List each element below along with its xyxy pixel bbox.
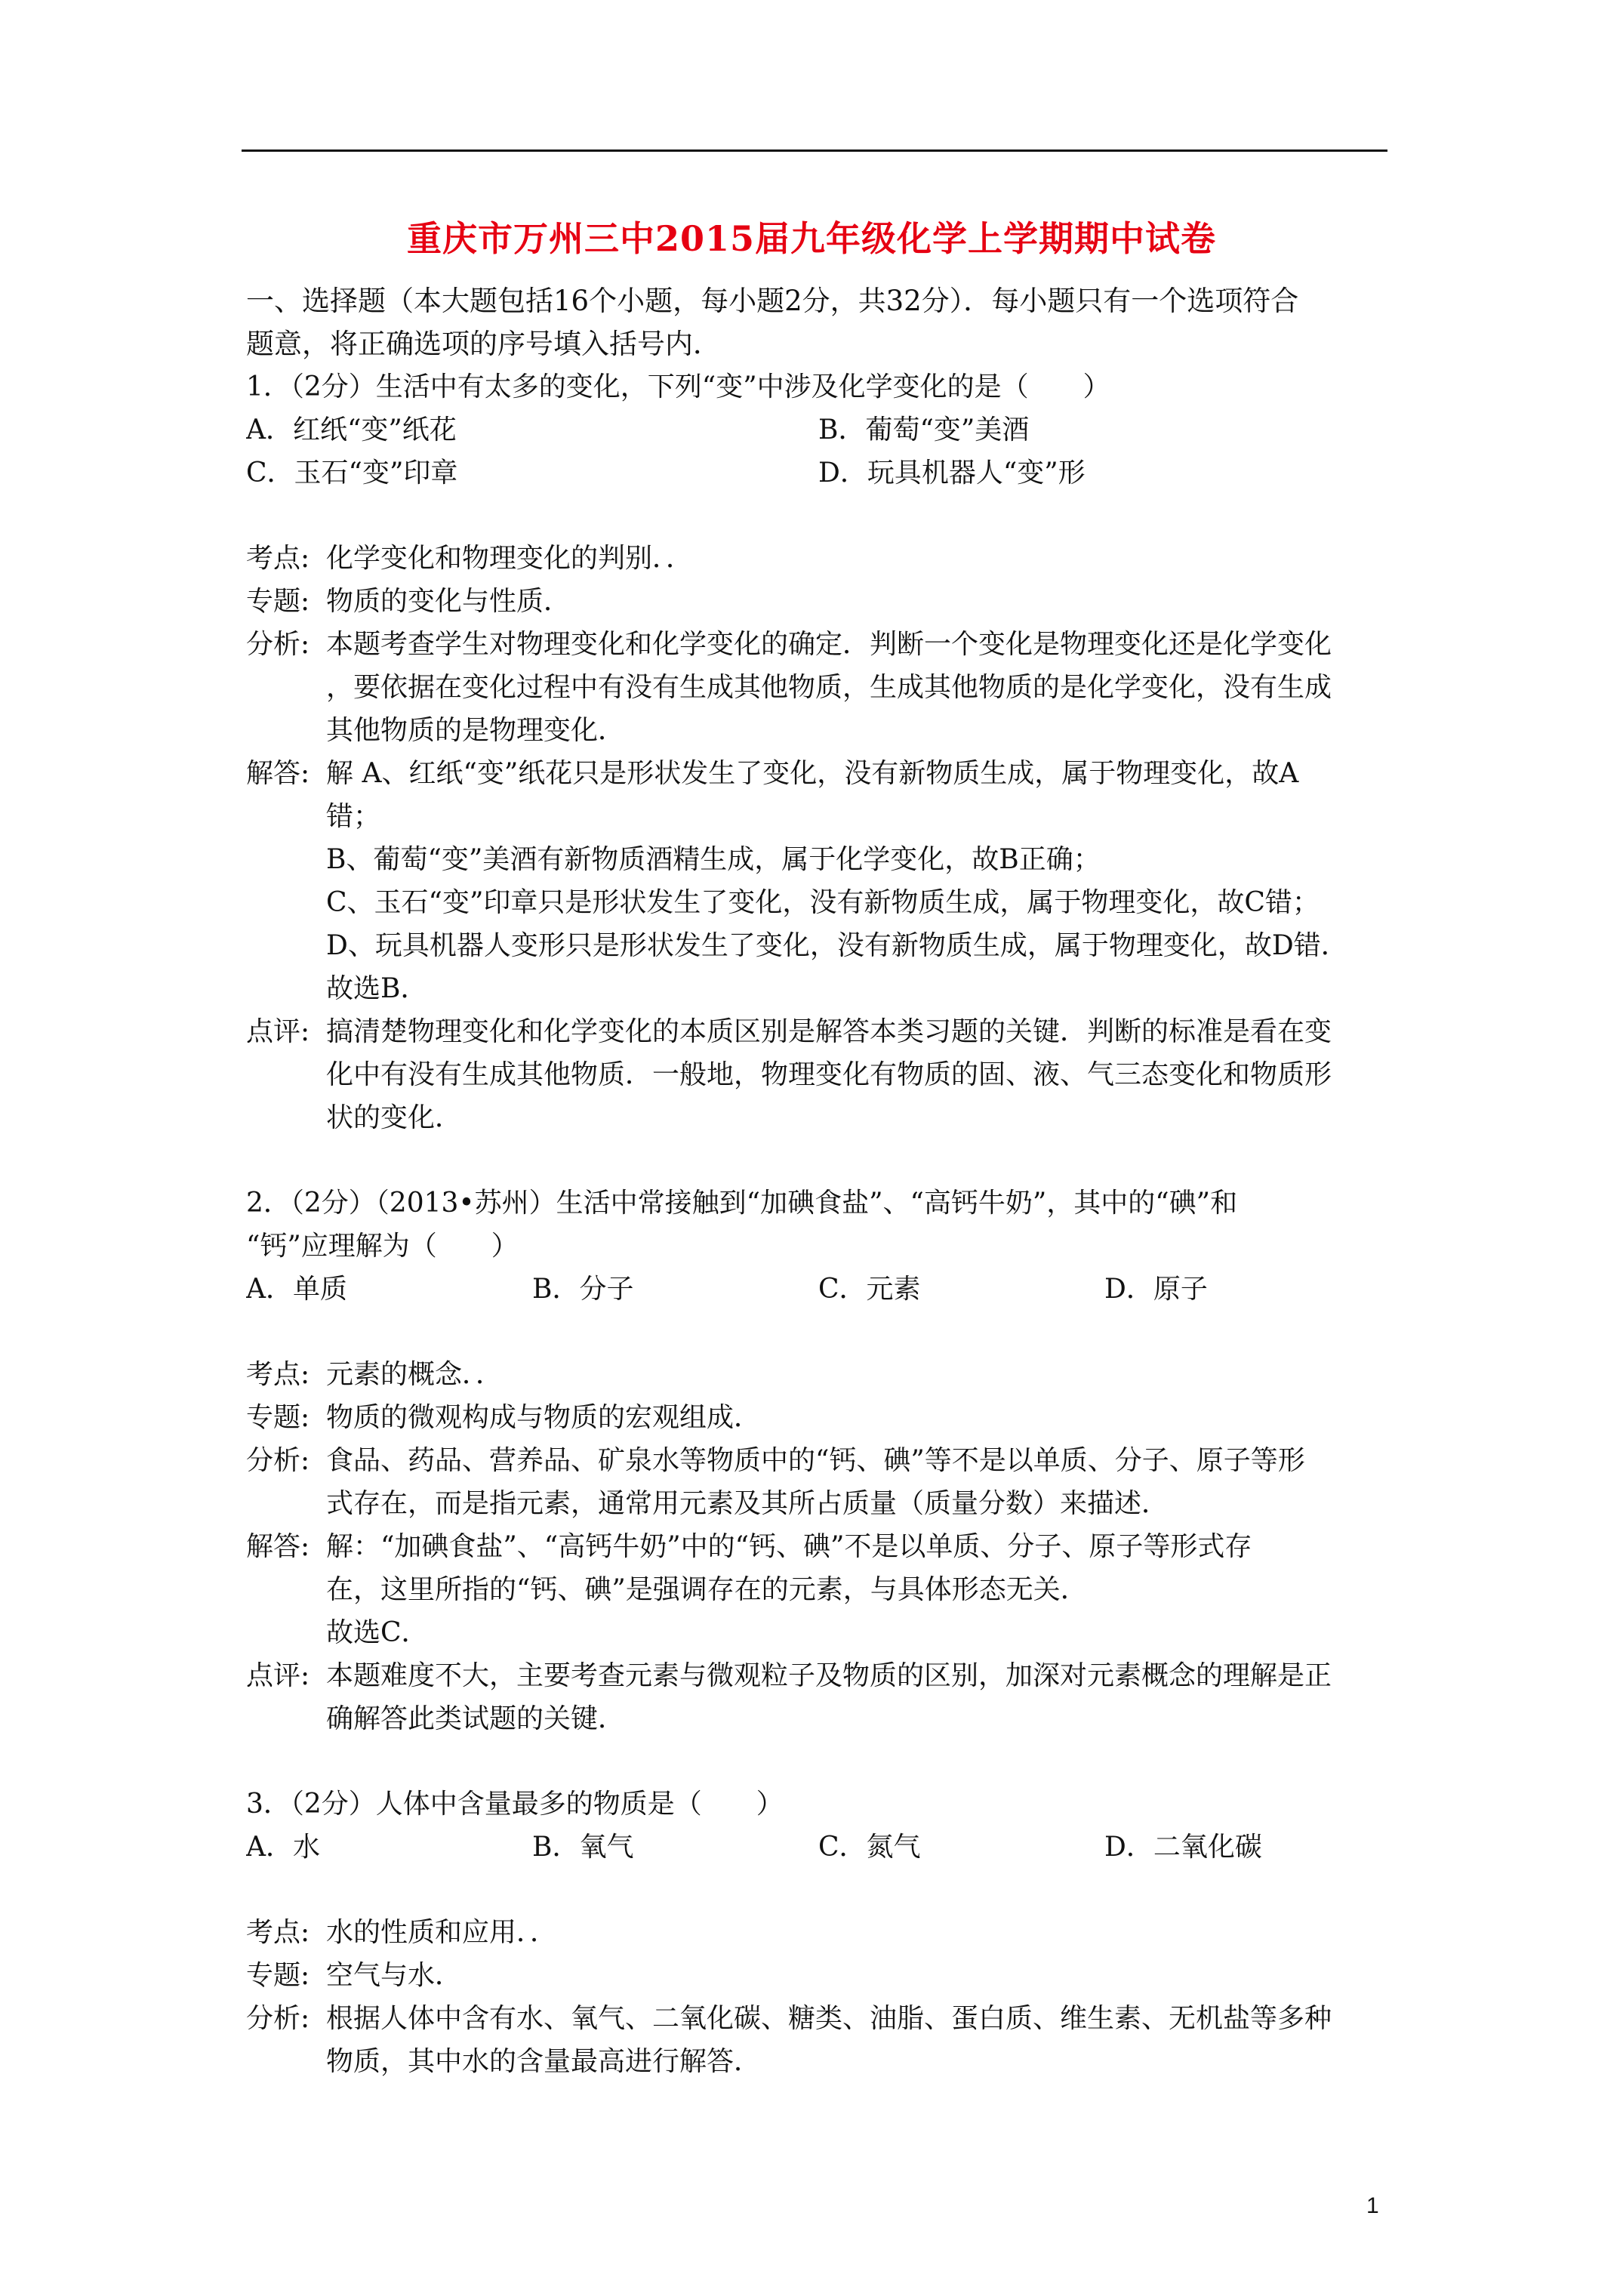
kaodian-row [246, 537, 1390, 580]
fenxi-text: 本题考查学生对物理变化和化学变化的确定．判断一个变化是物理变化还是化学变化 [326, 629, 1332, 660]
fenxi-row [246, 623, 1390, 666]
zhuanti-row [246, 580, 1390, 623]
zhuanti-label: 专题: [246, 586, 310, 617]
jieda-label: 解答: [246, 758, 310, 789]
section-intro-line: 题意，将正确选项的序号填入括号内． [246, 328, 721, 360]
question-2 [246, 1182, 1390, 1740]
option-b: B．分子 [532, 1274, 634, 1305]
question-3 [246, 1783, 1390, 2083]
section-intro-line: 一、选择题（本大题包括16个小题，每小题2分，共32分）．每小题只有一个选项符合 [246, 285, 1299, 317]
kaodian-text: 化学变化和物理变化的判别．． [326, 543, 694, 574]
zhuanti-label: 专题: [246, 1402, 310, 1433]
options-row [246, 408, 1390, 451]
fenxi-text: ，要依据在变化过程中有没有生成其他物质，生成其他物质的是化学变化，没有生成 [326, 672, 1332, 703]
jieda-label: 解答: [246, 1531, 310, 1562]
jieda-text: C、玉石“变”印章只是形状发生了变化，没有新物质生成，属于物理变化，故C错； [326, 887, 1320, 918]
question-1 [246, 365, 1390, 1139]
option-b: B．氧气 [532, 1832, 634, 1863]
dianping-text: 确解答此类试题的关键． [326, 1703, 626, 1734]
option-a: A．水 [246, 1832, 320, 1863]
option-a: A．单质 [246, 1274, 347, 1305]
options-row [246, 451, 1390, 495]
question-stem: 2．（2分）（2013•苏州）生活中常接触到“加碘食盐”、“高钙牛奶”，其中的“碘”和 [246, 1188, 1238, 1219]
kaodian-label: 考点: [246, 1917, 310, 1948]
dianping-text: 化中有没有生成其他物质．一般地，物理变化有物质的固、液、气三态变化和物质形 [326, 1059, 1332, 1090]
fenxi-text: 式存在，而是指元素，通常用元素及其所占质量（质量分数）来描述． [326, 1488, 1169, 1519]
option-c: C．氮气 [818, 1832, 921, 1863]
fenxi-label: 分析: [246, 629, 310, 660]
jieda-text: B、葡萄“变”美酒有新物质酒精生成，属于化学变化，故B正确； [326, 844, 1101, 875]
option-b: B．葡萄“变”美酒 [818, 415, 1030, 445]
question-stem: 3．（2分）人体中含量最多的物质是（ ） [246, 1789, 784, 1820]
dianping-row [246, 1010, 1390, 1053]
jieda-text: 故选B． [326, 973, 428, 1004]
jieda-row [246, 1525, 1390, 1568]
kaodian-label: 考点: [246, 543, 310, 574]
fenxi-text: 其他物质的是物理变化． [326, 715, 626, 746]
jieda-row [246, 752, 1390, 795]
jieda-text: D、玩具机器人变形只是形状发生了变化，没有新物质生成，属于物理变化，故D错． [326, 930, 1348, 961]
dianping-text: 本题难度不大，主要考查元素与微观粒子及物质的区别，加深对元素概念的理解是正 [326, 1660, 1332, 1691]
kaodian-row [246, 1353, 1390, 1396]
kaodian-row [246, 1911, 1390, 1954]
option-d: D．玩具机器人“变”形 [818, 458, 1086, 488]
option-a: A．红纸“变”纸花 [246, 415, 457, 445]
jieda-text: 错； [326, 801, 381, 832]
jieda-text: 故选C． [326, 1617, 429, 1648]
zhuanti-row [246, 1954, 1390, 1997]
zhuanti-text: 物质的微观构成与物质的宏观组成． [326, 1402, 762, 1433]
question-stem: 1．（2分）生活中有太多的变化，下列“变”中涉及化学变化的是（ ） [246, 371, 1110, 402]
kaodian-text: 水的性质和应用．． [326, 1917, 558, 1948]
dianping-label: 点评: [246, 1016, 310, 1047]
kaodian-label: 考点: [246, 1359, 310, 1390]
fenxi-label: 分析: [246, 1445, 310, 1476]
document-body [246, 279, 1390, 2083]
option-d: D．二氧化碳 [1104, 1832, 1262, 1863]
page-title: 重庆市万州三中2015届九年级化学上学期期中试卷 [406, 218, 1217, 259]
kaodian-text: 元素的概念．． [326, 1359, 504, 1390]
page-number: 1 [1366, 2193, 1379, 2218]
zhuanti-label: 专题: [246, 1960, 310, 1991]
option-d: D．原子 [1104, 1274, 1208, 1305]
fenxi-row [246, 1997, 1390, 2040]
options-row [246, 1826, 1390, 1869]
jieda-text: 解：“加碘食盐”、“高钙牛奶”中的“钙、碘”不是以单质、分子、原子等形式存 [326, 1531, 1252, 1562]
fenxi-text: 根据人体中含有水、氧气、二氧化碳、糖类、油脂、蛋白质、维生素、无机盐等多种 [326, 2003, 1332, 2034]
option-c: C．元素 [818, 1274, 921, 1305]
fenxi-text: 食品、药品、营养品、矿泉水等物质中的“钙、碘”等不是以单质、分子、原子等形 [326, 1445, 1305, 1476]
header-rule [242, 149, 1387, 152]
dianping-text: 状的变化． [326, 1102, 463, 1133]
jieda-text: 在，这里所指的“钙、碘”是强调存在的元素，与具体形态无关． [326, 1574, 1088, 1605]
option-c: C．玉石“变”印章 [246, 458, 458, 488]
dianping-row [246, 1654, 1390, 1697]
dianping-label: 点评: [246, 1660, 310, 1691]
fenxi-row [246, 1439, 1390, 1482]
options-row [246, 1268, 1390, 1311]
fenxi-label: 分析: [246, 2003, 310, 2034]
zhuanti-text: 空气与水． [326, 1960, 463, 1991]
jieda-text: 解 A、红纸“变”纸花只是形状发生了变化，没有新物质生成，属于物理变化，故A [326, 758, 1299, 789]
zhuanti-text: 物质的变化与性质． [326, 586, 571, 617]
zhuanti-row [246, 1396, 1390, 1439]
fenxi-text: 物质，其中水的含量最高进行解答． [326, 2046, 762, 2077]
dianping-text: 搞清楚物理变化和化学变化的本质区别是解答本类习题的关键．判断的标准是看在变 [326, 1016, 1332, 1047]
question-stem: “钙”应理解为（ ） [246, 1231, 519, 1262]
